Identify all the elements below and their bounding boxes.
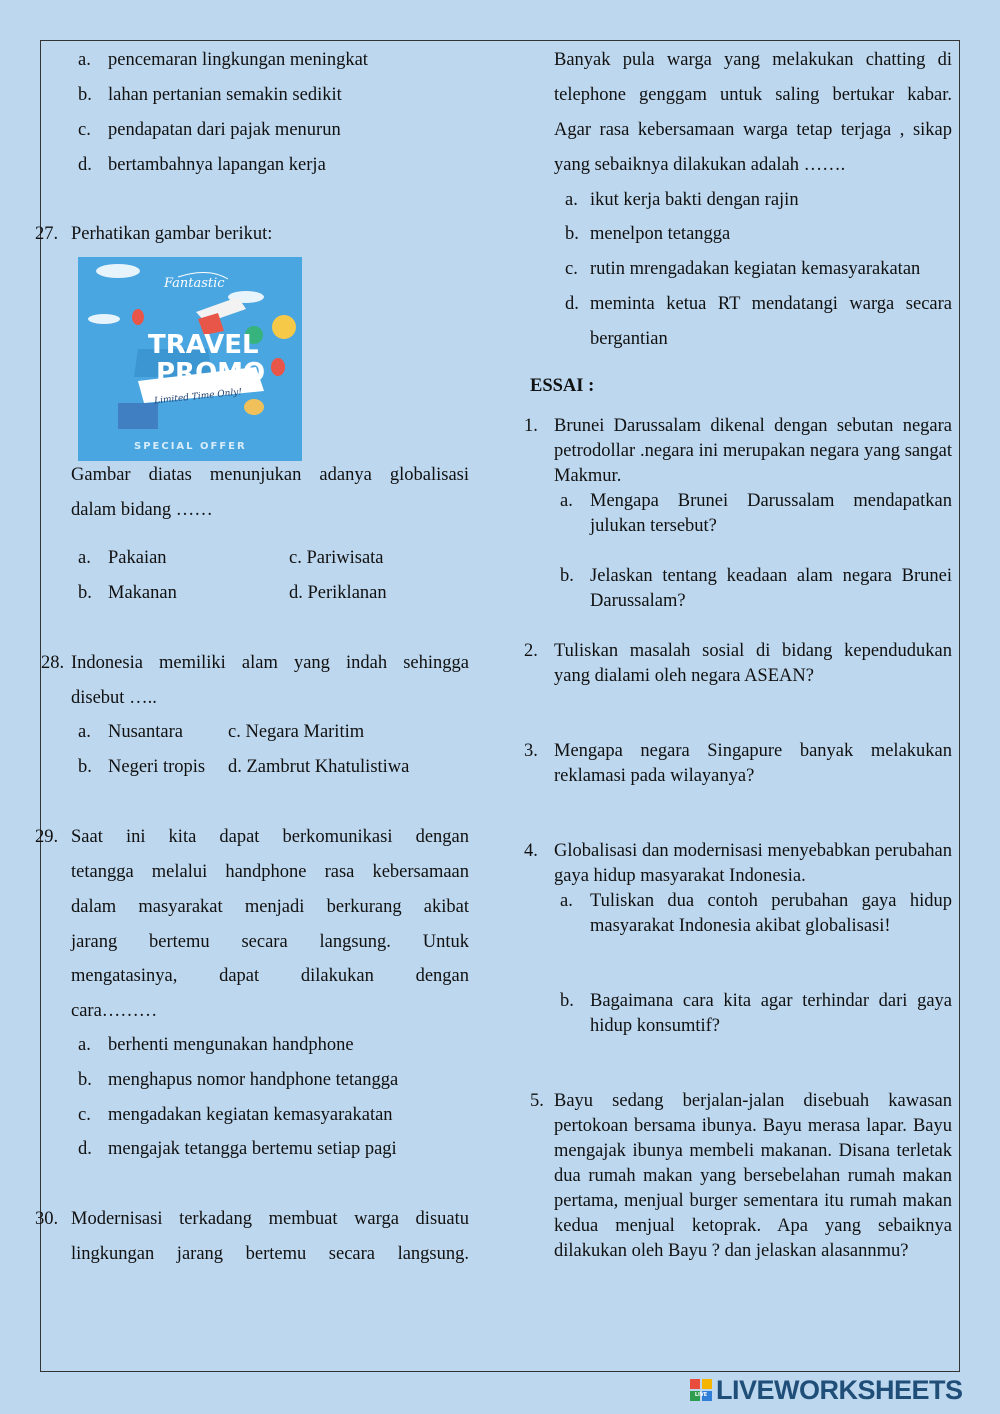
- q30-option-a-letter: a.: [565, 190, 578, 210]
- q27-stem-line1: Gambar diatas menunjukan adanya globalisasi: [71, 465, 469, 485]
- q27-option-a-letter: a.: [78, 548, 91, 568]
- q26-option-a-letter: a.: [78, 50, 91, 70]
- q29-option-b[interactable]: menghapus nomor handphone tetangga: [108, 1070, 399, 1090]
- liveworksheets-brand: LIVEWORKSHEETS: [716, 1374, 963, 1405]
- essay3-text: Mengapa negara Singapure banyak melakukan reklamasi pada wilayanya?: [554, 741, 952, 786]
- essay2-number: 2.: [524, 641, 538, 661]
- essay3-number: 3.: [524, 741, 538, 761]
- essay1-number: 1.: [524, 416, 538, 436]
- q26-option-d-letter: d.: [78, 155, 92, 175]
- q29-option-a-letter: a.: [78, 1035, 91, 1055]
- essay4a-letter: a.: [560, 891, 573, 911]
- travel-image-line1: TRAVEL: [148, 330, 259, 360]
- q26-option-c-letter: c.: [78, 120, 91, 140]
- q29-option-d-letter: d.: [78, 1139, 92, 1159]
- essay1a-letter: a.: [560, 491, 573, 511]
- q30-option-d[interactable]: meminta ketua RT mendatangi warga secara: [590, 294, 952, 314]
- q28-line2: disebut …..: [71, 688, 157, 708]
- travel-image-fantastic: Fantastic: [164, 276, 225, 291]
- q30-cont-line4: yang sebaiknya dilakukan adalah …….: [554, 155, 846, 175]
- essay2-text: Tuliskan masalah sosial di bidang kependudukan yang dialami oleh negara ASEAN?: [554, 641, 952, 686]
- q28-option-b-letter: b.: [78, 757, 92, 777]
- q30-cont-line3: Agar rasa kebersamaan warga tetap terjaga , sikap: [554, 120, 952, 140]
- q28-option-a-letter: a.: [78, 722, 91, 742]
- q27-option-b[interactable]: Makanan: [108, 583, 177, 603]
- q28-option-c[interactable]: c. Negara Maritim: [228, 722, 365, 742]
- essay4b-letter: b.: [560, 991, 574, 1011]
- q30-option-c-letter: c.: [565, 259, 578, 279]
- q29-option-c[interactable]: mengadakan kegiatan kemasyarakatan: [108, 1105, 393, 1125]
- q26-option-c[interactable]: pendapatan dari pajak menurun: [108, 120, 341, 140]
- liveworksheets-grid-icon: [690, 1379, 712, 1401]
- q27-option-d[interactable]: d. Periklanan: [289, 583, 387, 603]
- travel-image-special-offer: SPECIAL OFFER: [134, 441, 247, 452]
- q28-option-d[interactable]: d. Zambrut Khatulistiwa: [228, 757, 410, 777]
- q27-option-c[interactable]: c. Pariwisata: [289, 548, 384, 568]
- q30-option-c[interactable]: rutin mrengadakan kegiatan kemasyarakatan: [590, 259, 921, 279]
- q30-option-b-letter: b.: [565, 224, 579, 244]
- travel-image-limited: Limited Time Only!: [153, 387, 243, 407]
- travel-promo-illustration: [78, 257, 302, 461]
- q26-option-d[interactable]: bertambahnya lapangan kerja: [108, 155, 326, 175]
- q30-cont-line2: telephone genggam untuk saling bertukar kabar.: [554, 85, 952, 105]
- q29-option-b-letter: b.: [78, 1070, 92, 1090]
- q28-option-a[interactable]: Nusantara: [108, 722, 183, 742]
- logo-badge-text: LIVE: [694, 1392, 708, 1398]
- essay4b-text: Bagaimana cara kita agar terhindar dari gaya hidup konsumtif?: [590, 991, 952, 1036]
- q29-number: 29.: [35, 827, 59, 847]
- q30-number: 30.: [35, 1209, 59, 1229]
- q30-option-a[interactable]: ikut kerja bakti dengan rajin: [590, 190, 799, 210]
- essay4-text: Globalisasi dan modernisasi menyebabkan perubahan gaya hidup masyarakat Indonesia.: [554, 841, 952, 886]
- q27-number: 27.: [35, 224, 59, 244]
- essay1b-text: Jelaskan tentang keadaan alam negara Brunei Darussalam?: [590, 566, 952, 611]
- q29-line6: cara………: [71, 1001, 158, 1021]
- q27-option-a[interactable]: Pakaian: [108, 548, 167, 568]
- q28-option-b[interactable]: Negeri tropis: [108, 757, 206, 777]
- essay5-text: Bayu sedang berjalan-jalan disebuah kawasan pertokoan bersama ibunya. Bayu merasa lapar. Bayu mengajak ibunya membeli makanan. Disana terletak dua rumah makan yang bersebelahan rumah makan pertama, menjual burger sementara itu rumah makan kedua menjual ketoprak. Apa yang sebaiknya dilakukan oleh Bayu ? dan jelaskan alasannmu?: [554, 1091, 952, 1261]
- q26-option-b-letter: b.: [78, 85, 92, 105]
- q29-option-d[interactable]: mengajak tetangga bertemu setiap pagi: [108, 1139, 397, 1159]
- essay4-number: 4.: [524, 841, 538, 861]
- q27-stem-line2: dalam bidang ……: [71, 500, 213, 520]
- q30-line2: lingkungan jarang bertemu secara langsung.: [71, 1244, 469, 1264]
- travel-image-line2: PROMO: [156, 358, 266, 388]
- q27-option-b-letter: b.: [78, 583, 92, 603]
- q29-line1: Saat ini kita dapat berkomunikasi dengan: [71, 827, 469, 847]
- q29-line4: jarang bertemu secara langsung. Untuk: [71, 932, 469, 952]
- q30-option-d-cont[interactable]: bergantian: [590, 329, 668, 349]
- essay1b-letter: b.: [560, 566, 574, 586]
- liveworksheets-logo[interactable]: [690, 1374, 963, 1406]
- essay-title: ESSAI :: [530, 376, 595, 396]
- q29-line5: mengatasinya, dapat dilakukan dengan: [71, 966, 469, 986]
- essay1a-text: Mengapa Brunei Darussalam mendapatkan julukan tersebut?: [590, 491, 952, 536]
- q28-line1: Indonesia memiliki alam yang indah sehingga: [71, 653, 469, 673]
- q29-option-c-letter: c.: [78, 1105, 91, 1125]
- q29-option-a[interactable]: berhenti mengunakan handphone: [108, 1035, 354, 1055]
- travel-promo-image: [78, 257, 302, 461]
- q26-option-b[interactable]: lahan pertanian semakin sedikit: [108, 85, 342, 105]
- essay1-text: Brunei Darussalam dikenal dengan sebutan negara petrodollar .negara ini merupakan negara yang sangat Makmur.: [554, 416, 952, 486]
- q29-line2: tetangga melalui handphone rasa kebersamaan: [71, 862, 469, 882]
- q28-number: 28.: [41, 653, 65, 673]
- essay5-number: 5.: [530, 1091, 544, 1111]
- q30-option-b[interactable]: menelpon tetangga: [590, 224, 731, 244]
- q29-line3: dalam masyarakat menjadi berkurang akibat: [71, 897, 469, 917]
- q27-prompt: Perhatikan gambar berikut:: [71, 224, 273, 244]
- essay4a-text: Tuliskan dua contoh perubahan gaya hidup masyarakat Indonesia akibat globalisasi!: [590, 891, 952, 936]
- q26-option-a[interactable]: pencemaran lingkungan meningkat: [108, 50, 368, 70]
- q30-cont-line1: Banyak pula warga yang melakukan chatting di: [554, 50, 952, 70]
- q30-line1: Modernisasi terkadang membuat warga disuatu: [71, 1209, 469, 1229]
- q30-option-d-letter: d.: [565, 294, 579, 314]
